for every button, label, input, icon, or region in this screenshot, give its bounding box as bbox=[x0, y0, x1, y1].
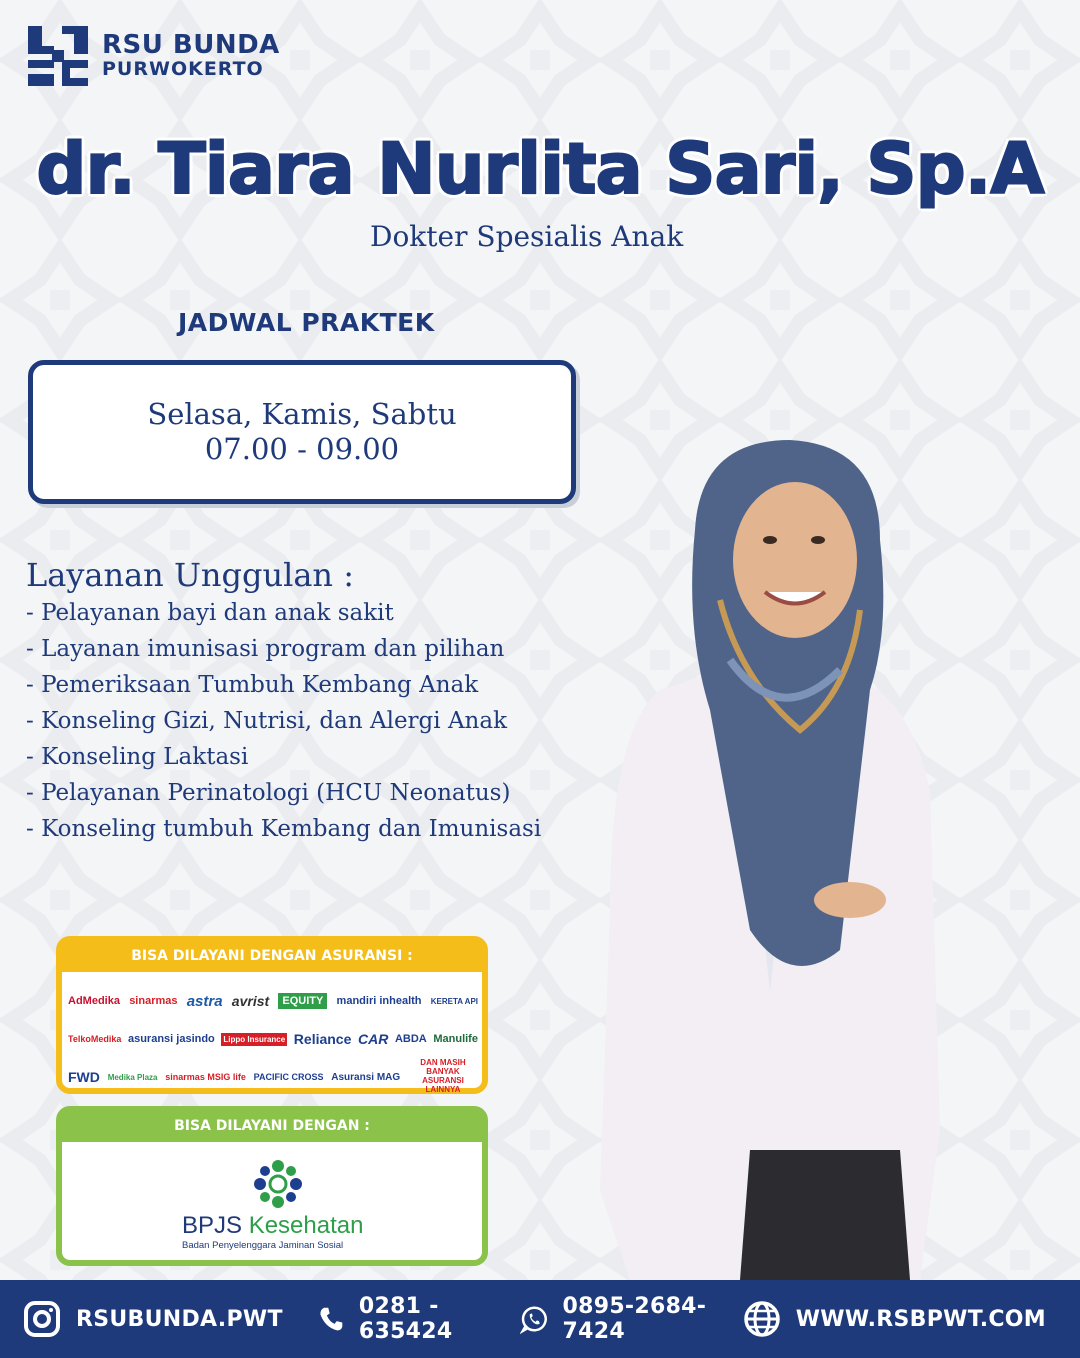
services-title: Layanan Unggulan : bbox=[26, 556, 354, 594]
insurance-logo: KERETA API bbox=[430, 996, 478, 1006]
list-item: - Pemeriksaan Tumbuh Kembang Anak bbox=[26, 672, 479, 698]
list-item: - Konseling Laktasi bbox=[26, 744, 249, 770]
bpjs-name-b: Kesehatan bbox=[248, 1212, 364, 1239]
whatsapp-link[interactable] bbox=[520, 1294, 707, 1344]
insurance-logo: FWD bbox=[68, 1069, 100, 1085]
brand-line-2: PURWOKERTO bbox=[102, 57, 264, 80]
whatsapp-icon bbox=[520, 1299, 548, 1339]
insurance-logo: AdMedika bbox=[68, 995, 120, 1007]
insurance-logo: astra bbox=[186, 992, 223, 1010]
services-list bbox=[26, 598, 541, 850]
insurance-logo: asuransi jasindo bbox=[127, 1033, 215, 1045]
insurance-logo: ABDA bbox=[394, 1033, 427, 1045]
website-url: WWW.RSBPWT.COM bbox=[795, 1306, 1046, 1332]
insurance-note: DAN MASIH BANYAK ASURANSI LAINNYA bbox=[420, 1058, 466, 1094]
list-item: - Layanan imunisasi program dan pilihan bbox=[26, 636, 505, 662]
bpjs-box bbox=[56, 1106, 488, 1266]
insurance-logo: CAR bbox=[358, 1031, 389, 1047]
doctor-name: dr. Tiara Nurlita Sari, Sp.A bbox=[36, 128, 1044, 210]
list-item: - Konseling tumbuh Kembang dan Imunisasi bbox=[26, 816, 542, 842]
schedule-heading: JADWAL PRAKTEK bbox=[178, 308, 435, 337]
brand-line-1: RSU BUNDA bbox=[102, 30, 280, 61]
insurance-box bbox=[56, 936, 488, 1094]
globe-icon bbox=[742, 1299, 782, 1339]
list-item: - Konseling Gizi, Nutrisi, dan Alergi Anak bbox=[26, 708, 508, 734]
schedule-days: Selasa, Kamis, Sabtu bbox=[147, 397, 457, 432]
list-item: - Pelayanan Perinatologi (HCU Neonatus) bbox=[26, 780, 511, 806]
hospital-logo-icon bbox=[26, 24, 90, 88]
instagram-handle: RSUBUNDA.PWT bbox=[76, 1306, 283, 1332]
bpjs-name-a: BPJS bbox=[182, 1212, 249, 1239]
doctor-photo bbox=[590, 430, 950, 1280]
phone-icon bbox=[317, 1299, 345, 1339]
insurance-logo: Lippo Insurance bbox=[223, 1034, 286, 1044]
instagram-link[interactable] bbox=[22, 1299, 283, 1339]
insurance-heading: BISA DILAYANI DENGAN ASURANSI : bbox=[62, 942, 482, 972]
insurance-logo: Asuransi MAG bbox=[331, 1071, 401, 1083]
insurance-logo: sinarmas bbox=[129, 995, 178, 1007]
insurance-logo: Medika Plaza bbox=[107, 1072, 158, 1082]
insurance-logo: TelkoMedika bbox=[68, 1034, 122, 1044]
insurance-logo: sinarmas MSIG life bbox=[165, 1072, 246, 1082]
insurance-logos bbox=[68, 982, 478, 1096]
insurance-logo: avrist bbox=[231, 993, 270, 1009]
insurance-logo: Reliance bbox=[293, 1031, 352, 1047]
insurance-logo: mandiri inhealth bbox=[336, 995, 422, 1007]
bpjs-subtitle: Badan Penyelenggara Jaminan Sosial bbox=[182, 1240, 344, 1251]
schedule-box bbox=[28, 360, 576, 504]
whatsapp-number: 0895-2684-7424 bbox=[562, 1294, 707, 1344]
footer-contact-bar bbox=[0, 1280, 1080, 1358]
phone-link[interactable] bbox=[317, 1294, 487, 1344]
instagram-icon bbox=[22, 1299, 62, 1339]
doctor-specialty: Dokter Spesialis Anak bbox=[370, 220, 684, 253]
insurance-logo: Manulife bbox=[433, 1033, 478, 1045]
bpjs-heading: BISA DILAYANI DENGAN : bbox=[62, 1112, 482, 1142]
hospital-logo bbox=[26, 24, 280, 88]
insurance-logo: EQUITY bbox=[278, 993, 327, 1009]
bpjs-name bbox=[182, 1212, 363, 1240]
schedule-hours: 07.00 - 09.00 bbox=[204, 432, 400, 466]
bpjs-logo-icon bbox=[252, 1158, 304, 1210]
phone-number: 0281 - 635424 bbox=[358, 1294, 453, 1344]
website-link[interactable] bbox=[742, 1299, 1046, 1339]
insurance-logo: PACIFIC CROSS bbox=[253, 1072, 324, 1082]
list-item: - Pelayanan bayi dan anak sakit bbox=[26, 600, 394, 626]
